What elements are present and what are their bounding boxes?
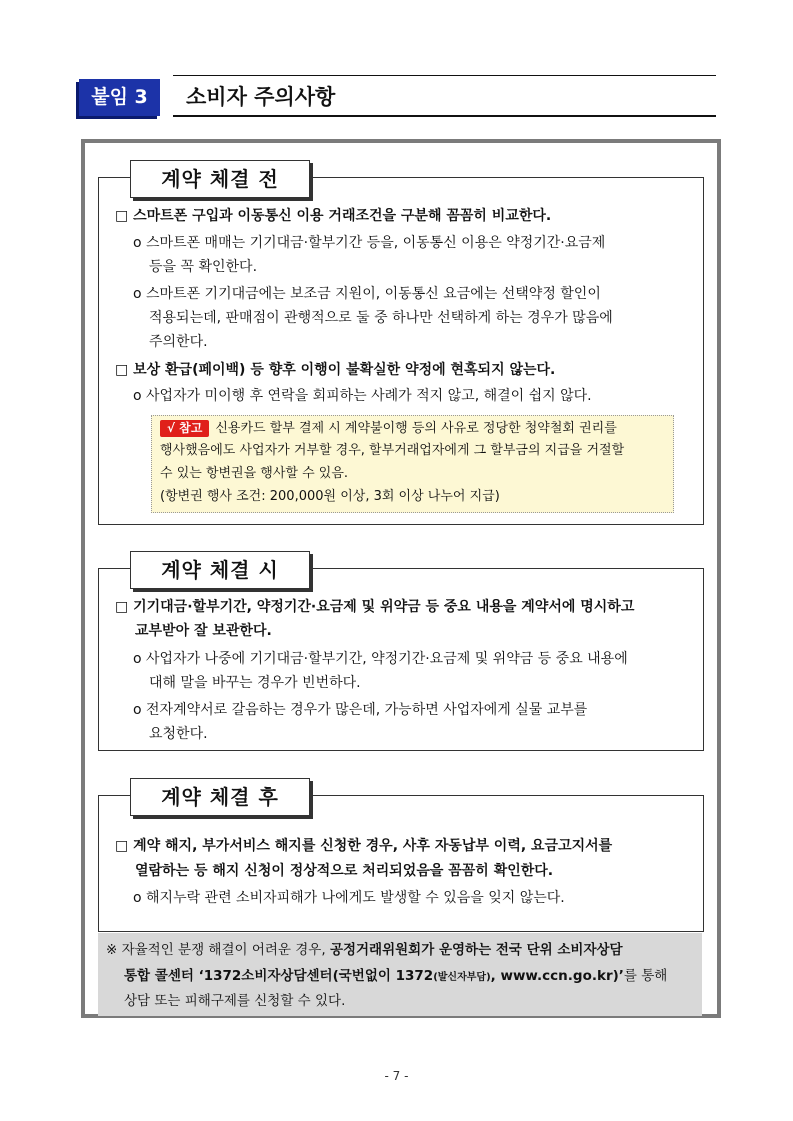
after-heading-1-line1 <box>115 834 612 858</box>
after-heading-1-text: 계약 해지, 부가서비스 해지를 신청한 경우, 사후 자동납부 이력, 요금고지서를 <box>133 838 613 854</box>
section-after-contract <box>98 785 704 932</box>
reference-tag: √ 참고 <box>160 420 209 437</box>
during-item-2-line1: o 전자계약서로 갈음하는 경우가 많은데, 가능하면 사업자에게 실물 교부를 <box>133 702 588 718</box>
footnote-line-2 <box>124 964 667 990</box>
section-tab-after: 계약 체결 후 <box>130 778 310 816</box>
section-tab-before: 계약 체결 전 <box>130 160 310 198</box>
after-heading-1-line2: 열람하는 등 해지 신청이 정상적으로 처리되었음을 꼼꼼히 확인한다. <box>135 863 554 879</box>
page-title: 소비자 주의사항 <box>186 85 336 109</box>
note-line-1 <box>160 419 617 439</box>
before-heading-1 <box>115 204 551 228</box>
before-item-2-line3: 주의한다. <box>149 334 208 350</box>
before-heading-2 <box>115 358 555 382</box>
footnote-line-1 <box>106 938 623 962</box>
during-heading-1-line1 <box>115 595 634 619</box>
section-during-contract <box>98 558 704 751</box>
checkbox-symbol: □ <box>115 208 129 224</box>
during-heading-1-line2: 교부받아 잘 보관한다. <box>135 623 272 639</box>
footnote-line-2-plain: 를 통해 <box>623 968 668 984</box>
during-item-2-line2: 요청한다. <box>149 726 208 742</box>
reference-note <box>151 415 674 513</box>
footnote-line-3: 상담 또는 피해구제를 신청할 수 있다. <box>124 993 346 1009</box>
header-rule-bottom <box>173 115 716 117</box>
header-rule-top <box>173 75 716 76</box>
before-heading-2-text: 보상 환급(페이백) 등 향후 이행이 불확실한 약정에 현혹되지 않는다. <box>133 362 556 378</box>
before-heading-1-text: 스마트폰 구입과 이동통신 이용 거래조건을 구분해 꼼꼼히 비교한다. <box>133 208 552 224</box>
before-item-1-line1: o 스마트폰 매매는 기기대금·할부기간 등을, 이동통신 이용은 약정기간·요금제 <box>133 235 606 251</box>
checkbox-symbol: □ <box>115 599 129 615</box>
consultation-footnote <box>98 933 702 1016</box>
footnote-line-1-bold: 공정거래위원회가 운영하는 전국 단위 소비자상담 <box>329 942 623 958</box>
footnote-line-2-bold: 통합 콜센터 ‘1372소비자상담센터(국번없이 1372 <box>124 968 434 984</box>
note-line-4: (항변권 행사 조건: 200,000원 이상, 3회 이상 나누어 지급) <box>160 489 500 504</box>
during-item-1-line1: o 사업자가 나중에 기기대금·할부기간, 약정기간·요금제 및 위약금 등 중요 내용에 <box>133 651 628 667</box>
before-item-3: o 사업자가 미이행 후 연락을 회피하는 사례가 적지 않고, 해결이 쉽지 않다. <box>133 388 592 404</box>
note-line-3: 수 있는 항변권을 행사할 수 있음. <box>160 466 349 481</box>
after-item-1: o 해지누락 관련 소비자피해가 나에게도 발생할 수 있음을 잊지 않는다. <box>133 890 565 906</box>
section-tab-during: 계약 체결 시 <box>130 551 310 589</box>
footnote-line-2-small: (발신자부담) <box>433 972 491 983</box>
section-badge: 붙임 3 <box>79 79 160 116</box>
before-item-2-line1: o 스마트폰 기기대금에는 보조금 지원이, 이동통신 요금에는 선택약정 할인이 <box>133 286 601 302</box>
checkbox-symbol: □ <box>115 838 129 854</box>
footnote-line-1-plain: ※ 자율적인 분쟁 해결이 어려운 경우, <box>106 942 330 958</box>
note-line-1-text: 신용카드 할부 결제 시 계약불이행 등의 사유로 정당한 청약철회 권리를 <box>215 421 617 436</box>
note-line-2: 행사했음에도 사업자가 거부할 경우, 할부거래업자에게 그 할부금의 지급을 거절할 <box>160 443 625 458</box>
footnote-line-2-bold2: , www.ccn.go.kr)’ <box>490 968 624 984</box>
checkbox-symbol: □ <box>115 362 129 378</box>
before-item-1-line2: 등을 꼭 확인한다. <box>149 259 258 275</box>
page-number: - 7 - <box>384 1069 409 1083</box>
during-heading-1-text: 기기대금·할부기간, 약정기간·요금제 및 위약금 등 중요 내용을 계약서에 명시하고 <box>133 599 635 615</box>
during-item-1-line2: 대해 말을 바꾸는 경우가 빈번하다. <box>149 675 361 691</box>
before-item-2-line2: 적용되는데, 판매점이 관행적으로 둘 중 하나만 선택하게 하는 경우가 많음에 <box>149 310 613 326</box>
